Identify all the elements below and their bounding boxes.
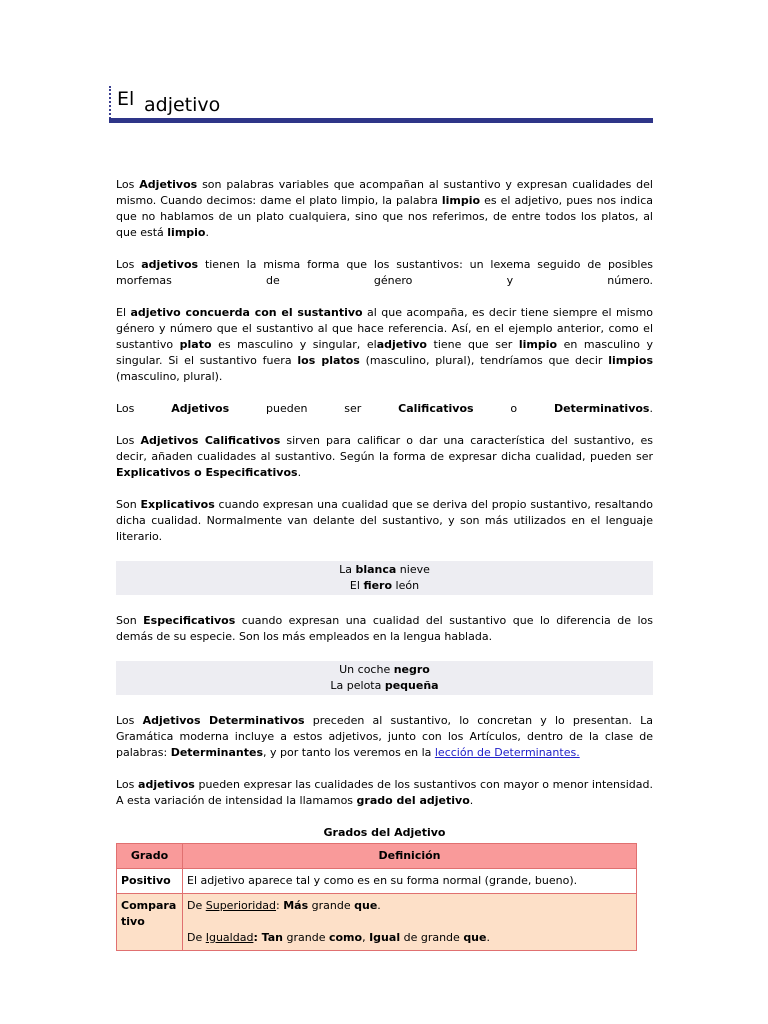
grados-table <box>116 843 637 951</box>
main-content <box>116 177 653 951</box>
cell-grado-positivo: Positivo <box>117 869 183 894</box>
example-line: La pelota pequeña <box>330 679 439 692</box>
paragraph-types: Los Adjetivos pueden ser Calificativos o Determinativos. <box>116 402 653 415</box>
paragraph-agreement: El adjetivo concuerda con el sustantivo al que acompaña, es decir tiene siempre el mismo género y número que el sustantivo al que hace referencia. Así, en el ejemplo anterior, como el sustantivo plato es masculino y singular, eladjetivo tiene que ser limpio en masculino y singular. Si el sustantivo fuera los platos (masculino, plural), tendríamos que decir limpios (masculino, plural). <box>116 306 653 383</box>
igualdad-line: De Igualdad: Tan grande como, Igual de grande que. <box>187 931 490 944</box>
example-line: El fiero león <box>349 579 420 592</box>
paragraph-explicativos: Son Explicativos cuando expresan una cualidad que se deriva del propio sustantivo, resaltando dicha cualidad. Normalmente van delante del sustantivo, y son más utilizados en el lenguaje literario. <box>116 498 653 543</box>
determinantes-lesson-link[interactable]: lección de Determinantes. <box>434 746 580 759</box>
table-header-row <box>117 844 637 869</box>
example-line: Un coche negro <box>339 663 430 676</box>
title-box <box>109 86 655 122</box>
paragraph-determinativos: Los Adjetivos Determinativos preceden al sustantivo, lo concretan y lo presentan. La Gramática moderna incluye a estos adjetivos, junto con los Artículos, dentro de la clase de palabras: Determinantes, y por tanto los veremos en la lección de Determinantes. <box>116 714 653 759</box>
example-box-explicativos <box>116 561 653 595</box>
example-line: La blanca nieve <box>339 563 430 576</box>
superioridad-line: De Superioridad: Más grande que. <box>187 899 381 912</box>
example-box-especificativos <box>116 661 653 695</box>
paragraph-intro: Los Adjetivos son palabras variables que acompañan al sustantivo y expresan cualidades del mismo. Cuando decimos: dame el plato limpio, la palabra limpio es el adjetivo, pues nos indica que no hablamos de un plato cualquiera, sino que nos referimos, de entre todos los platos, al que está limpio. <box>116 178 654 239</box>
header-grado: Grado <box>117 844 183 869</box>
table-row <box>117 869 637 894</box>
cell-def-positivo: El adjetivo aparece tal y como es en su forma normal (grande, bueno). <box>183 869 637 894</box>
title-part-1: El <box>117 88 135 110</box>
title-part-2: adjetivo <box>144 94 221 116</box>
paragraph-especificativos: Son Especificativos cuando expresan una cualidad del sustantivo que lo diferencia de los demás de su especie. Son los más empleados en la lengua hablada. <box>116 614 653 643</box>
cell-grado-comparativo: Compara tivo <box>117 894 183 951</box>
paragraph-calificativos: Los Adjetivos Calificativos sirven para calificar o dar una característica del sustantivo, es decir, añaden cualidades al sustantivo. Según la forma de expresar dicha cualidad, pueden ser Explicativos o Especificativos. <box>116 434 653 479</box>
paragraph-form: Los adjetivos tienen la misma forma que los sustantivos: un lexema seguido de posibles morfemas de género y número. <box>116 258 653 287</box>
paragraph-grado: Los adjetivos pueden expresar las cualidades de los sustantivos con mayor o menor intensidad. A esta variación de intensidad la llamamos grado del adjetivo. <box>116 778 653 807</box>
title-underline <box>109 118 653 123</box>
header-definicion: Definición <box>183 844 637 869</box>
table-caption: Grados del Adjetivo <box>323 826 446 839</box>
table-row <box>117 894 637 951</box>
cell-def-comparativo <box>183 894 637 951</box>
